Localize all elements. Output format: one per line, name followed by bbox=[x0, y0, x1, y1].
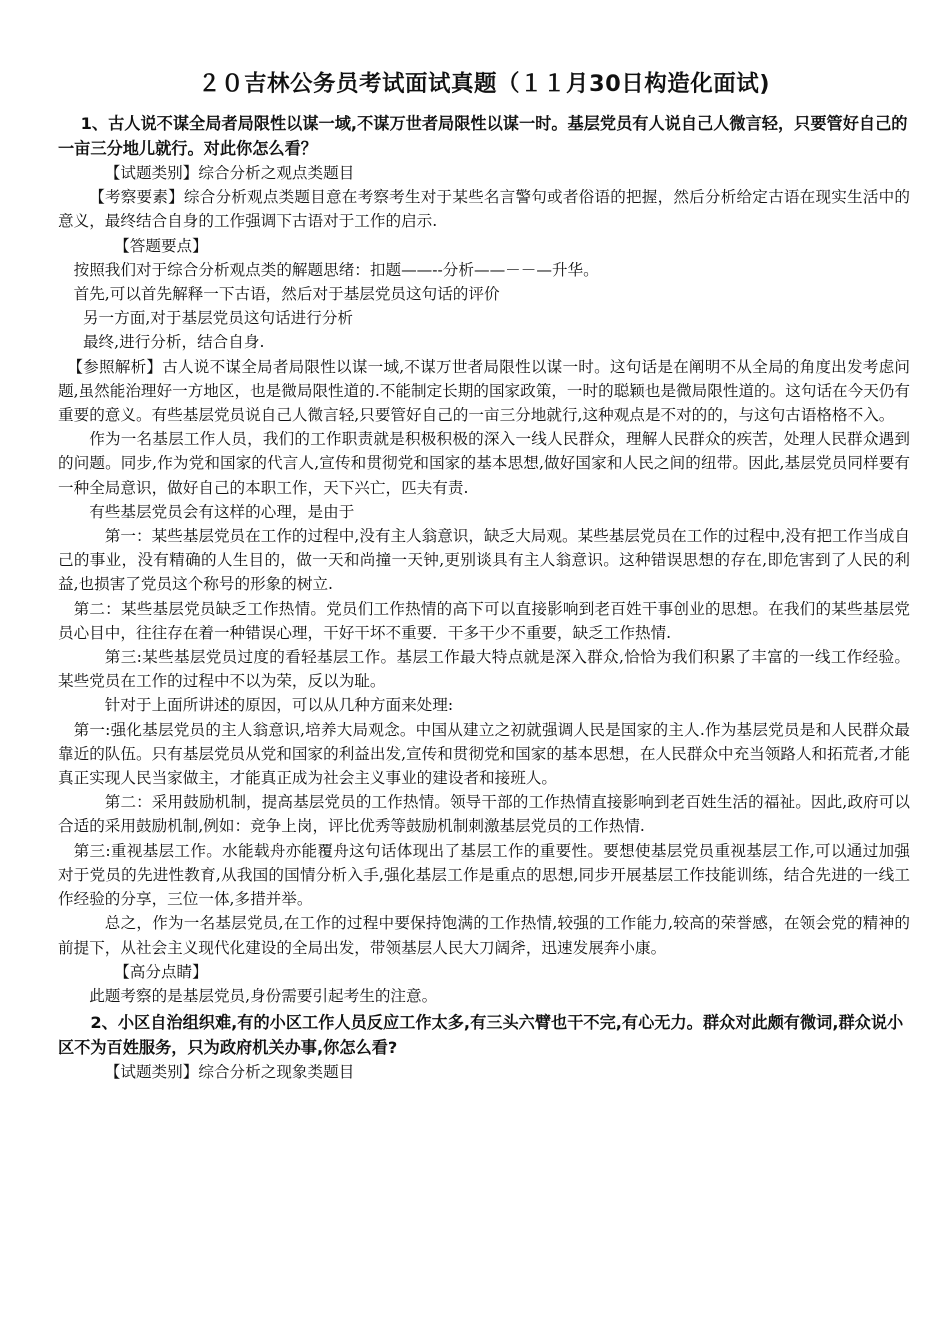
question-1: 1、古人说不谋全局者局限性以谋一域,不谋万世者局限性以谋一时。基层党员有人说自己人微言轻，只要管好自己的一亩三分地儿就行。对此你怎么看？ bbox=[58, 114, 908, 158]
q1-analysis: 【参照解析】古人说不谋全局者局限性以谋一域,不谋万世者局限性以谋一时。这句话是在阐明不从全局的角度出发考虑问题,虽然能治理好一方地区，也是微局限性道的.不能制定长期的国家政策，一时的聪颖也是微局限性道的。这句话在今天仍有重要的意义。有些基层党员说自己人微言轻,只要管好自己的一亩三分地就行,这种观点是不对的的，与这句古语格格不入。 bbox=[58, 357, 910, 425]
q1-points-header: 【答题要点】 bbox=[114, 236, 208, 255]
q1-point-4: 最终,进行分析，结合自身. bbox=[82, 333, 265, 352]
q1-measure-3: 第三:重视基层工作。水能载舟亦能覆舟这句话体现出了基层工作的重要性。要想使基层党员重视基层工作,可以通过加强对于党员的先进性教育,从我国的国情分析入手,强化基层工作是重点的思想,同步开展基层工作技能训练，结合先进的一线工作经验的分享，三位一体,多措并举。 bbox=[58, 841, 910, 909]
q1-measure-2: 第二：采用鼓励机制，提高基层党员的工作热情。领导干部的工作热情直接影响到老百姓生活的福祉。因此,政府可以合适的采用鼓励机制,例如：竞争上岗，评比优秀等鼓励机制刺激基层党员的工作热情. bbox=[58, 793, 910, 836]
question-2: 2、小区自治组织难,有的小区工作人员反应工作太多,有三头六臂也干不完,有心无力。群众对此颇有微词,群众说小区不为百姓服务，只为政府机关办事,你怎么看? bbox=[58, 1013, 904, 1058]
q1-elements: 【考察要素】综合分析观点类题目意在考察考生对于某些名言警句或者俗语的把握，然后分析给定古语在现实生活中的意义，最终结合自身的工作强调下古语对于工作的启示. bbox=[58, 188, 910, 231]
q1-measure-intro: 针对于上面所讲述的原因，可以从几种方面来处理: bbox=[104, 696, 454, 715]
q2-category: 【试题类别】综合分析之现象类题目 bbox=[104, 1063, 355, 1082]
q1-summary: 总之，作为一名基层党员,在工作的过程中要保持饱满的工作热情,较强的工作能力,较高的荣誉感，在领会党的精神的前提下，从社会主义现代化建设的全局出发，带领基层人民大刀阔斧，迅速发展奔小康。 bbox=[58, 914, 910, 957]
q1-measure-1: 第一:强化基层党员的主人翁意识,培养大局观念。中国从建立之初就强调人民是国家的主人.作为基层党员是和人民群众最靠近的队伍。只有基层党员从党和国家的利益出发,宣传和贯彻党和国家的基本思想，在人民群众中充当领路人和拓荒者,才能真正实现人民当家做主，才能真正成为社会主义事业的建设者和接班人。 bbox=[58, 720, 910, 788]
q1-highlight: 此题考察的是基层党员,身份需要引起考生的注意。 bbox=[89, 986, 438, 1005]
q1-point-3: 另一方面,对于基层党员这句话进行分析 bbox=[82, 309, 354, 328]
q1-point-1: 按照我们对于综合分析观点类的解题思绪：扣题——--分析——－－—升华。 bbox=[73, 260, 599, 279]
q1-reason-3: 第三:某些基层党员过度的看轻基层工作。基层工作最大特点就是深入群众,恰恰为我们积累了丰富的一线工作经验。某些党员在工作的过程中不以为荣，反以为耻。 bbox=[58, 648, 910, 691]
q1-reason-2: 第二：某些基层党员缺乏工作热情。党员们工作热情的高下可以直接影响到老百姓干事创业的思想。在我们的某些基层党员心目中，往往存在着一种错误心理，干好干坏不重要．干多干少不重要，缺乏工作热情. bbox=[58, 599, 910, 642]
q1-point-2: 首先,可以首先解释一下古语，然后对于基层党员这句话的评价 bbox=[73, 285, 500, 304]
q1-highlight-header: 【高分点睛】 bbox=[114, 962, 208, 981]
q1-category: 【试题类别】综合分析之观点类题目 bbox=[104, 164, 355, 182]
page-title: ２０吉林公务员考试面试真题（１１月30日构造化面试) bbox=[197, 71, 771, 97]
q1-reason-intro: 有些基层党员会有这样的心理，是由于 bbox=[89, 502, 355, 521]
q1-para-role: 作为一名基层工作人员，我们的工作职责就是积极积极的深入一线人民群众，理解人民群众的疾苦，处理人民群众遇到的问题。同步,作为党和国家的代言人,宣传和贯彻党和国家的基本思想,做好国家和人民之间的纽带。因此,基层党员同样要有一种全局意识，做好自己的本职工作，天下兴亡，匹夫有责. bbox=[58, 430, 910, 497]
q1-reason-1: 第一：某些基层党员在工作的过程中,没有主人翁意识，缺乏大局观。某些基层党员在工作的过程中,没有把工作当成自己的事业，没有精确的人生目的，做一天和尚撞一天钟,更别谈具有主人翁意识。这种错误思想的存在,即危害到了人民的利益,也损害了党员这个称号的形象的树立. bbox=[58, 527, 910, 594]
